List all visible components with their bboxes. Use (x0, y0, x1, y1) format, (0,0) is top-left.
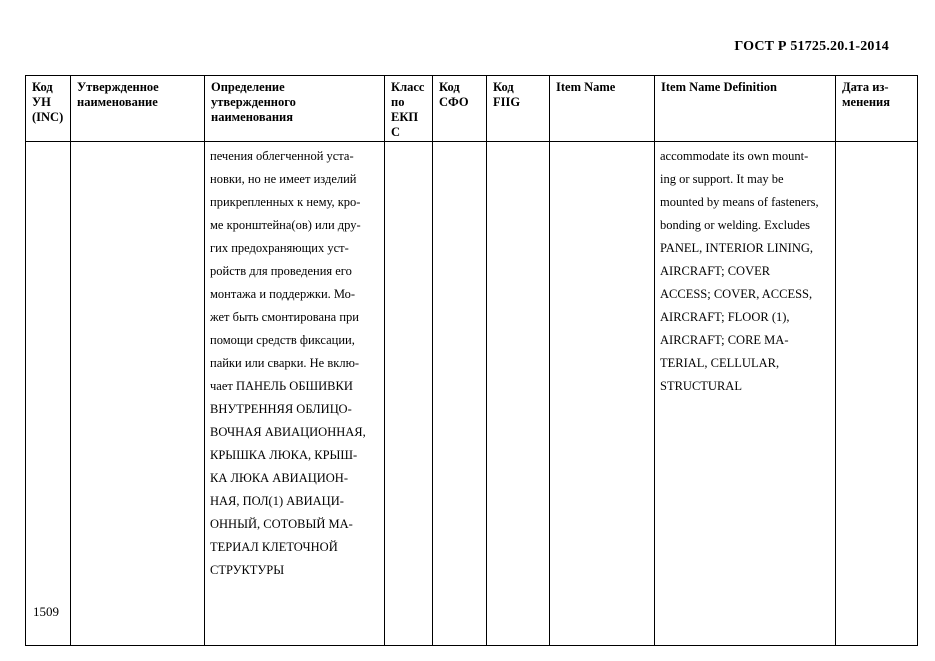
column-header-line: по (391, 95, 405, 109)
text-line: PANEL, INTERIOR LINING, (660, 241, 813, 255)
column-header-line: СФО (439, 95, 469, 109)
item-name-definition-text (660, 142, 832, 398)
column-header-line: менения (842, 95, 890, 109)
text-line: accommodate its own mount- (660, 149, 809, 163)
table-row (26, 142, 918, 646)
text-line: чает ПАНЕЛЬ ОБШИВКИ (210, 379, 353, 393)
text-line: ОННЫЙ, СОТОВЫЙ МА- (210, 517, 353, 531)
text-line: монтажа и поддержки. Мо- (210, 287, 356, 301)
text-line: КА ЛЮКА АВИАЦИОН- (210, 471, 348, 485)
text-line: СТРУКТУРЫ (210, 563, 285, 577)
text-line: TERIAL, CELLULAR, (660, 356, 780, 370)
column-header-line: наименования (211, 110, 294, 124)
column-header (205, 76, 385, 142)
column-header-line: Код (32, 80, 53, 94)
approved-name-cell (71, 142, 205, 646)
text-line: КРЫШКА ЛЮКА, КРЫШ- (210, 448, 358, 462)
text-line: mounted by means of fasteners, (660, 195, 819, 209)
item-name-cell (550, 142, 655, 646)
column-header-line: FIIG (493, 95, 521, 109)
text-line: гих предохраняющих уст- (210, 241, 349, 255)
inc-cell (26, 142, 71, 646)
text-line: НАЯ, ПОЛ(1) АВИАЦИ- (210, 494, 344, 508)
text-line: AIRCRAFT; CORE MA- (660, 333, 789, 347)
column-header-line: утвержденного (211, 95, 296, 109)
text-line: жет быть смонтирована при (210, 310, 359, 324)
column-header (836, 76, 918, 142)
text-line: ройств для проведения его (210, 264, 352, 278)
fiig-cell (487, 142, 550, 646)
column-header-line: Дата из- (842, 80, 889, 94)
column-header-line: Item Name Definition (661, 80, 777, 94)
text-line: ing or support. It may be (660, 172, 784, 186)
sfo-cell (433, 142, 487, 646)
text-line: ВОЧНАЯ АВИАЦИОННАЯ, (210, 425, 366, 439)
column-header (550, 76, 655, 142)
text-line: пайки или сварки. Не вклю- (210, 356, 360, 370)
column-header (385, 76, 433, 142)
nomenclature-table (25, 75, 918, 646)
change-date-cell (836, 142, 918, 646)
text-line: AIRCRAFT; COVER (660, 264, 771, 278)
column-header-line: УН (32, 95, 51, 109)
item-name-definition-cell (655, 142, 836, 646)
column-header-line: Код (439, 80, 460, 94)
column-header-line: Код (493, 80, 514, 94)
text-line: печения облегченной уста- (210, 149, 354, 163)
text-line: прикрепленных к нему, кро- (210, 195, 361, 209)
table-header-row (26, 76, 918, 142)
text-line: помощи средств фиксации, (210, 333, 355, 347)
text-line: ме кронштейна(ов) или дру- (210, 218, 361, 232)
class-cell (385, 142, 433, 646)
column-header (655, 76, 836, 142)
text-line: ACCESS; COVER, ACCESS, (660, 287, 813, 301)
page-number: 1509 (33, 604, 59, 619)
text-line: AIRCRAFT; FLOOR (1), (660, 310, 790, 324)
document-code: ГОСТ Р 51725.20.1-2014 (734, 39, 889, 54)
column-header-line: Утвержденное (77, 80, 159, 94)
column-header-line: Класс (391, 80, 425, 94)
column-header-line: С (391, 125, 401, 139)
text-line: STRUCTURAL (660, 379, 742, 393)
column-header-line: ЕКП (391, 110, 419, 124)
text-line: ТЕРИАЛ КЛЕТОЧНОЙ (210, 540, 338, 554)
column-header-line: (INC) (32, 110, 64, 124)
column-header (487, 76, 550, 142)
column-header-line: наименование (77, 95, 158, 109)
text-line: ВНУТРЕННЯЯ ОБЛИЦО- (210, 402, 352, 416)
column-header-line: Item Name (556, 80, 616, 94)
definition-ru-cell (205, 142, 385, 646)
text-line: новки, но не имеет изделий (210, 172, 357, 186)
column-header (71, 76, 205, 142)
column-header-line: Определение (211, 80, 285, 94)
column-header (433, 76, 487, 142)
column-header (26, 76, 71, 142)
definition-ru-text (210, 142, 381, 582)
text-line: bonding or welding. Excludes (660, 218, 810, 232)
